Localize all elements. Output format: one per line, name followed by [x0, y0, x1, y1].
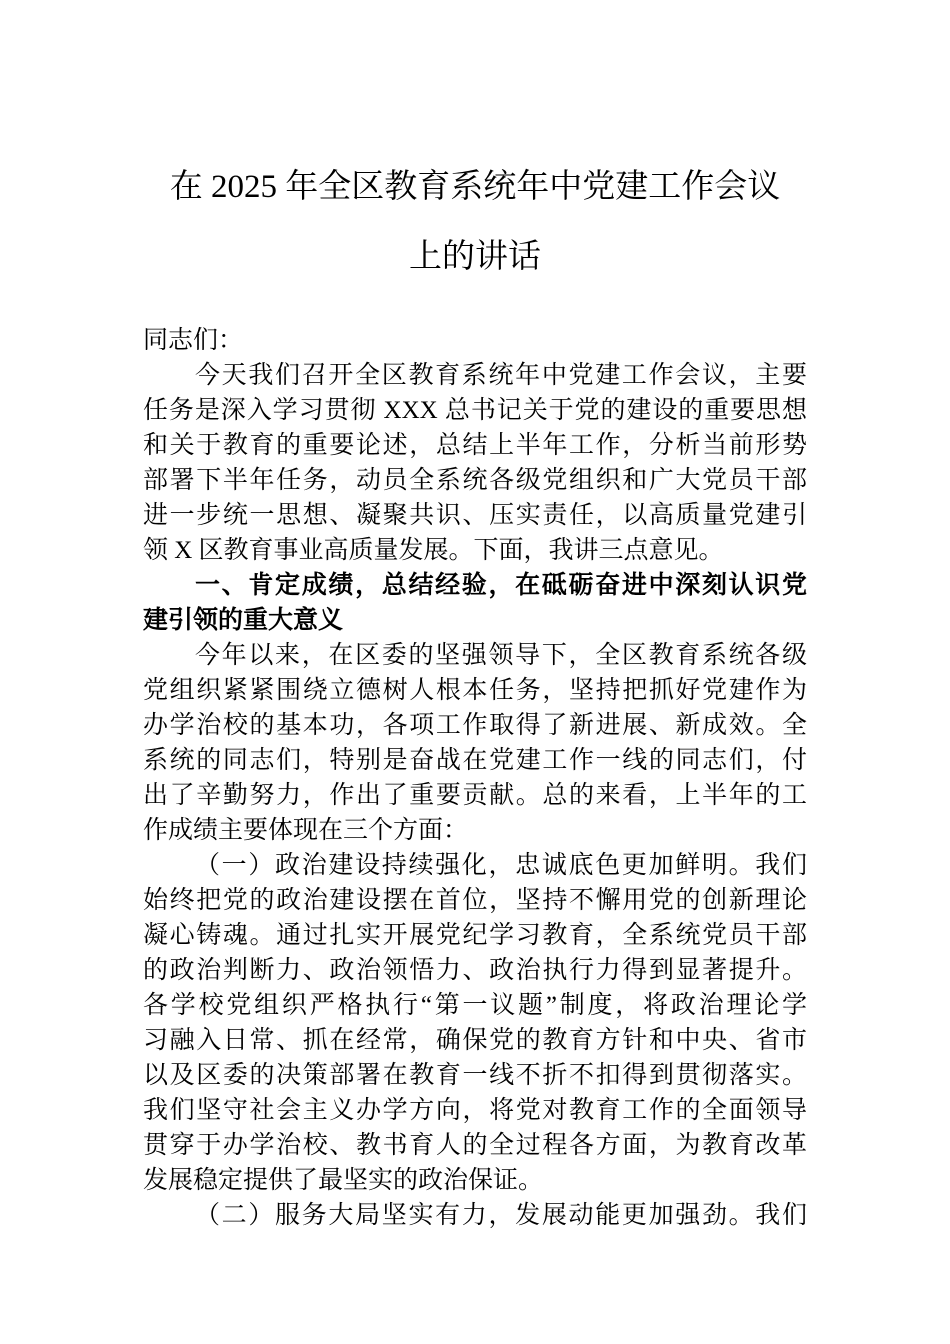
text-line: 办学治校的基本功，各项工作取得了新进展、新成效。全	[143, 712, 807, 739]
text-line: （一）政治建设持续强化，忠诚底色更加鲜明。我们	[195, 852, 807, 879]
document-title	[0, 0, 950, 292]
text-line: 任务是深入学习贯彻 XXX 总书记关于党的建设的重要思想	[143, 397, 807, 424]
text-line: 以及区委的决策部署在教育一线不折不扣得到贯彻落实。	[143, 1062, 807, 1089]
text-line: 同志们：	[143, 327, 244, 354]
text-line: 贯穿于办学治校、教书育人的全过程各方面，为教育改革	[143, 1132, 807, 1159]
text-line: 作成绩主要体现在三个方面：	[143, 817, 469, 844]
text-line: 和关于教育的重要论述，总结上半年工作，分析当前形势	[143, 432, 807, 459]
text-line: 建引领的重大意义	[143, 607, 344, 634]
text-line: 出了辛勤努力，作出了重要贡献。总的来看，上半年的工	[143, 782, 807, 809]
text-line: 今天我们召开全区教育系统年中党建工作会议，主要	[195, 362, 807, 389]
text-line: 我们坚守社会主义办学方向，将党对教育工作的全面领导	[143, 1097, 807, 1124]
text-line: （二）服务大局坚实有力，发展动能更加强劲。我们	[195, 1202, 807, 1229]
text-line: 领 X 区教育事业高质量发展。下面，我讲三点意见。	[143, 537, 724, 564]
text-line: 始终把党的政治建设摆在首位，坚持不懈用党的创新理论	[143, 887, 807, 914]
text-line: 一、肯定成绩，总结经验，在砥砺奋进中深刻认识党	[195, 572, 807, 599]
text-line: 的政治判断力、政治领悟力、政治执行力得到显著提升。	[143, 957, 807, 984]
text-line: 党组织紧紧围绕立德树人根本任务，坚持把抓好党建作为	[143, 677, 807, 704]
text-line: 习融入日常、抓在经常，确保党的教育方针和中央、省市	[143, 1027, 807, 1054]
title-line-1: 在 2025 年全区教育系统年中党建工作会议	[169, 169, 781, 205]
title-line-2: 上的讲话	[409, 239, 541, 275]
text-line: 今年以来，在区委的坚强领导下，全区教育系统各级	[195, 642, 807, 669]
text-line: 发展稳定提供了最坚实的政治保证。	[143, 1167, 544, 1194]
document-body	[143, 323, 807, 1233]
text-line: 进一步统一思想、凝聚共识、压实责任，以高质量党建引	[143, 502, 807, 529]
text-line: 凝心铸魂。通过扎实开展党纪学习教育，全系统党员干部	[143, 922, 807, 949]
text-line: 部署下半年任务，动员全系统各级党组织和广大党员干部	[143, 467, 807, 494]
text-line: 系统的同志们，特别是奋战在党建工作一线的同志们，付	[143, 747, 807, 774]
text-line: 各学校党组织严格执行“第一议题”制度，将政治理论学	[143, 992, 807, 1019]
